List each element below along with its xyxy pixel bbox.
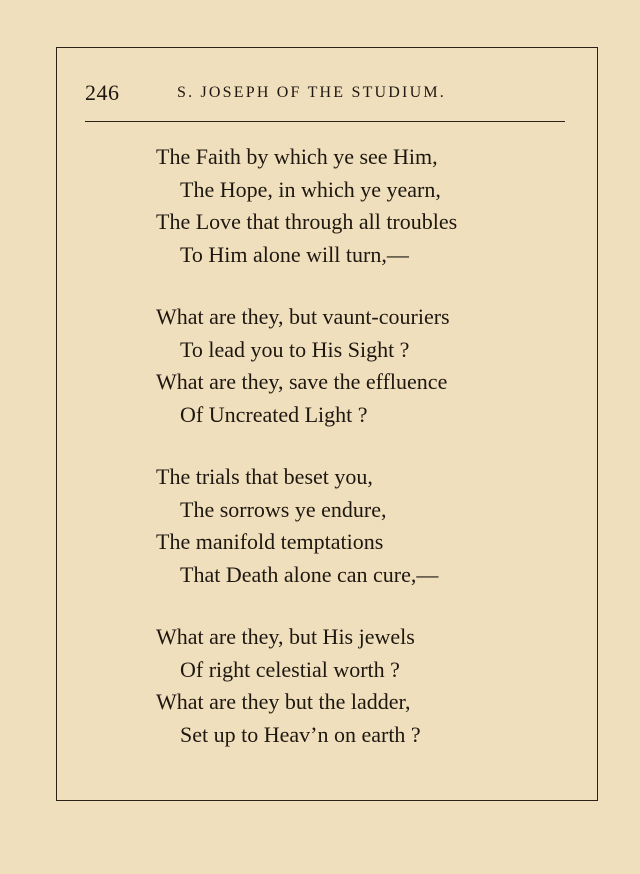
poem-line: Of Uncreated Light ?: [180, 401, 368, 427]
stanza-1: [156, 141, 576, 271]
poem-line: The trials that beset you,: [156, 464, 373, 489]
stanza-4: [156, 621, 576, 751]
poem-line: What are they, but vaunt-couriers: [156, 304, 450, 329]
stanza-2: [156, 301, 576, 431]
poem-line: The Faith by which ye see Him,: [156, 144, 438, 169]
poem-line: The Love that through all troubles: [156, 209, 458, 234]
page-number: 246: [85, 80, 120, 105]
page-header: [85, 80, 565, 110]
poem-line: Of right celestial worth ?: [180, 656, 400, 682]
poem-line: The manifold temptations: [156, 529, 384, 554]
poem-line: That Death alone can cure,—: [180, 561, 439, 587]
running-title: S. JOSEPH OF THE STUDIUM.: [177, 84, 446, 101]
poem-line: What are they, but His jewels: [156, 624, 415, 649]
poem: [156, 141, 576, 781]
poem-line: What are they, save the effluence: [156, 369, 448, 394]
poem-line: The sorrows ye endure,: [180, 496, 387, 522]
poem-line: The Hope, in which ye yearn,: [180, 176, 441, 202]
poem-line: To Him alone will turn,—: [180, 241, 409, 267]
header-rule: [85, 121, 565, 122]
poem-line: To lead you to His Sight ?: [180, 336, 410, 362]
poem-line: Set up to Heav’n on earth ?: [180, 721, 421, 747]
stanza-3: [156, 461, 576, 591]
poem-line: What are they but the ladder,: [156, 689, 411, 714]
